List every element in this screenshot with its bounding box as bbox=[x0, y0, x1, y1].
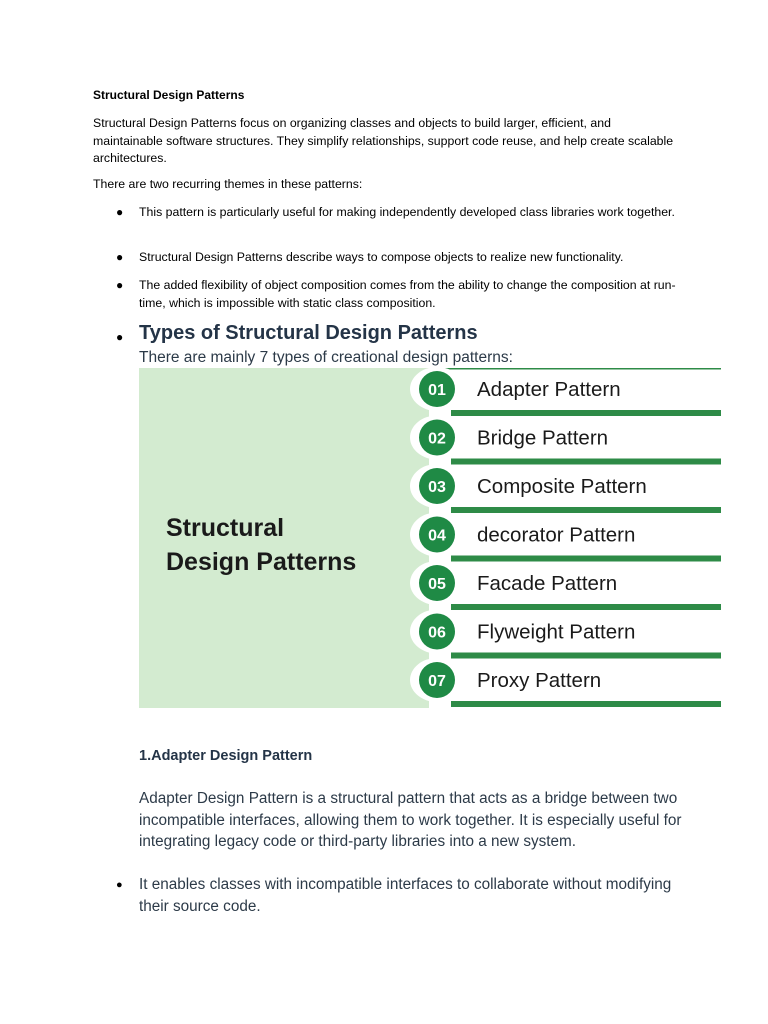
bullet-dot-icon: ● bbox=[116, 330, 124, 344]
pattern-list bbox=[410, 368, 721, 707]
pattern-row bbox=[410, 464, 721, 513]
pattern-row bbox=[410, 561, 721, 610]
types-heading: Types of Structural Design Patterns bbox=[139, 322, 478, 344]
document-heading: Structural Design Patterns bbox=[93, 88, 245, 102]
intro-paragraph: Structural Design Patterns focus on organizing classes and objects to build larger, efficient, and maintainable software structures. They simplify relationships, support code reuse, and help create scalable architectures. bbox=[93, 116, 674, 165]
pattern-row bbox=[410, 416, 721, 465]
theme-bullet-3: The added flexibility of object composition comes from the ability to change the composition at run-time, which is impossible with static class composition. bbox=[139, 278, 676, 310]
pattern-label: Adapter Pattern bbox=[477, 378, 621, 401]
pattern-number: 02 bbox=[428, 430, 446, 448]
pattern-top-line bbox=[439, 368, 721, 370]
pattern-underline bbox=[451, 604, 721, 610]
pattern-underline bbox=[451, 459, 721, 465]
pattern-number: 04 bbox=[428, 527, 446, 545]
theme-bullet-1: This pattern is particularly useful for making independently developed class libraries work together. bbox=[139, 205, 675, 219]
infographic-title-line1: Structural bbox=[166, 514, 285, 542]
adapter-section-title: 1.Adapter Design Pattern bbox=[139, 748, 313, 764]
pattern-number: 06 bbox=[428, 624, 446, 642]
pattern-number: 01 bbox=[428, 382, 446, 399]
pattern-row bbox=[410, 658, 721, 707]
pattern-underline bbox=[451, 507, 721, 513]
pattern-label: Bridge Pattern bbox=[477, 426, 609, 450]
pattern-row bbox=[410, 513, 721, 562]
pattern-number: 05 bbox=[428, 576, 446, 593]
themes-intro: There are two recurring themes in these patterns: bbox=[93, 177, 363, 191]
pattern-label: Proxy Pattern bbox=[477, 669, 602, 692]
pattern-label: Flyweight Pattern bbox=[477, 620, 636, 644]
adapter-bullet: It enables classes with incompatible interfaces to collaborate without modifying their source code. bbox=[139, 876, 672, 915]
pattern-underline bbox=[451, 701, 721, 707]
pattern-number: 07 bbox=[428, 673, 446, 690]
pattern-row bbox=[410, 368, 721, 416]
bullet-dot-icon: ● bbox=[116, 205, 124, 219]
adapter-description: Adapter Design Pattern is a structural pattern that acts as a bridge between two incompatible interfaces, allowing them to work together. It is especially useful for integrating legacy code or third-party libraries into a new system. bbox=[139, 790, 682, 850]
structural-patterns-infographic bbox=[139, 368, 721, 708]
infographic-title-line2: Design Patterns bbox=[166, 548, 357, 576]
pattern-label: Composite Pattern bbox=[477, 475, 647, 498]
pattern-row bbox=[410, 610, 721, 659]
types-subheading: There are mainly 7 types of creational design patterns: bbox=[139, 349, 513, 366]
theme-bullet-2: Structural Design Patterns describe ways to compose objects to realize new functionality. bbox=[139, 250, 624, 264]
pattern-underline bbox=[451, 556, 721, 562]
pattern-underline bbox=[451, 653, 721, 659]
bullet-dot-icon: ● bbox=[116, 278, 124, 292]
pattern-label: decorator Pattern bbox=[477, 523, 636, 547]
pattern-number: 03 bbox=[428, 479, 446, 496]
bullet-dot-icon: ● bbox=[116, 250, 124, 264]
bullet-dot-icon: ● bbox=[116, 879, 123, 891]
pattern-label: Facade Pattern bbox=[477, 572, 618, 595]
pattern-underline bbox=[451, 410, 721, 416]
